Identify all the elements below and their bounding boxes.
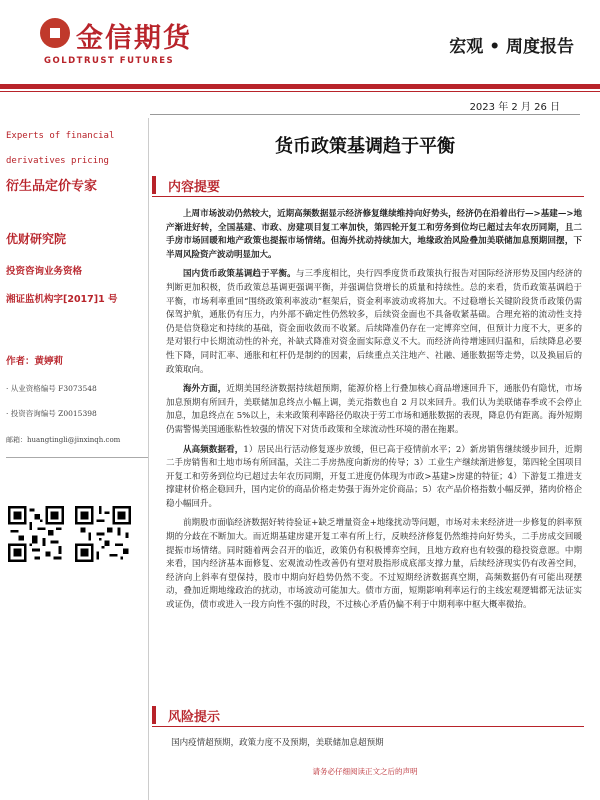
author: 作者：黄婷莉 bbox=[6, 356, 64, 367]
sidebar-english-line-2: derivatives pricing bbox=[6, 156, 109, 166]
summary-paragraph-4 bbox=[166, 444, 582, 512]
report-date: 2023 年 2 月 26 日 bbox=[469, 102, 560, 113]
qr-code-icon bbox=[75, 506, 131, 562]
summary-paragraph-3 bbox=[166, 383, 582, 437]
paragraph-4-text: 1）居民出行活动修复逐步放缓，但已高于疫情前水平；2）新房销售继续缓步回升，近期二手房销售和土地市场有所回温，关注二手房热度向新房的传导；3）工业生产继续渐进修复，第四轮全国项目开复工和劳务到位均已超过去年农历同期，开复工进度仍体现为市政>基建>房建的特征；4）下游复工推进支撑建材价格企稳回升，国内定价的商品价格走势强于海外定价商品；5）农产品价格指数小幅反弹，猪肉价格企稳小幅回升。 bbox=[166, 444, 582, 509]
paragraph-3-text: 近期美国经济数据持续超预期，能源价格上行叠加核心商品增速回升下，通胀仍有隐忧，市场加息预期有所回升，美联储加息终点小幅上调，美元指数也自 2 月以来回升。我们认为美联储春季或不会停止加息，加息终点在 5%以上，未来政策利率路径仍取决于劳工市场和通胀数据的表现，降息仍有距离。海外短期仍需警惕美国通胀粘性较强的情况下对货币政策和全球流动性环境的潜在拖累。 bbox=[166, 384, 582, 435]
summary-paragraph-2 bbox=[166, 268, 582, 377]
risk-heading: 风险提示 bbox=[168, 710, 221, 725]
sidebar-divider bbox=[6, 457, 148, 458]
summary-section-header bbox=[152, 176, 584, 198]
qualification: 投资咨询业务资格 bbox=[6, 266, 83, 277]
sidebar-tagline: 衍生品定价专家 bbox=[6, 179, 98, 194]
summary-paragraph-5 bbox=[166, 517, 582, 612]
paragraph-4-lead: 从高频数据看， bbox=[183, 444, 244, 455]
header-divider bbox=[0, 84, 600, 89]
certificate-number-2: · 投资咨询编号 Z0015398 bbox=[6, 409, 97, 418]
section-underline bbox=[152, 196, 584, 197]
author-email: 邮箱：huangtingli@jinxinqh.com bbox=[6, 436, 121, 444]
paragraph-1-text: 上周市场波动仍然较大，近期高频数据显示经济修复继续维持向好势头，经济仍在沿着出行—>基建—>地产渐进好转，全国基建、市政、房建项目复工率加快，第四轮开复工和劳务到位均已超过去年农历同期，且二手房市场回暖和地产政策也提振市场情绪。但海外扰动持续加大，地缘政治风险叠加美联储加息预期回摆，下半周风险资产波动明显加大。 bbox=[166, 209, 582, 260]
paragraph-3-lead: 海外方面， bbox=[183, 384, 227, 395]
risk-body bbox=[166, 737, 582, 751]
sidebar-divider-vertical bbox=[148, 118, 149, 800]
section-underline bbox=[152, 726, 584, 727]
coin-logo-icon bbox=[40, 18, 70, 48]
qr-code-icon bbox=[8, 506, 64, 562]
date-divider bbox=[150, 114, 580, 115]
disclaimer-footer: 请务必仔细阅读正文之后的声明 bbox=[312, 767, 418, 776]
summary-paragraph-1 bbox=[166, 208, 582, 262]
summary-body bbox=[166, 208, 582, 613]
report-type: 宏观 • 周度报告 bbox=[449, 37, 574, 57]
company-logo bbox=[40, 14, 210, 70]
section-marker bbox=[152, 176, 156, 194]
license-number: 湘证监机构字[2017]1 号 bbox=[6, 294, 118, 305]
certificate-number-1: · 从业资格编号 F3073548 bbox=[6, 384, 97, 393]
paragraph-2-lead: 国内货币政策基调趋于平衡。 bbox=[183, 269, 296, 280]
sidebar bbox=[6, 124, 144, 458]
qr-codes bbox=[8, 506, 137, 562]
paragraph-5-text: 前期股市面临经济数据好转待验证+缺乏增量资金+地缘扰动等问题，市场对未来经济进一步修复的斜率预期的分歧在不断加大。而近期基建房建开复工率有所上行，反映经济修复仍然维持向好势头，二手房成交回暖提振市场情绪。同时随着两会召开的临近，政策仍有积极博弈空间，且地方政府也有较强的稳投资意愿。中期来看，国内经济基本面修复、宏观流动性改善仍有望对股指形成底部支撑力量，后续经济现实仍有改善空间，经济向上斜率有望保持，股市中期向好趋势仍然不变。不过短期经济数据真空期，高频数据仍有可能出现摆动，叠加近期地缘政治的扰动，市场波动可能加大。债市方面，短期影响利率运行的主线宏观逻辑都无法证实或证伪，债市或进入一段方向性不强的时段，不过核心矛盾仍偏不利于中期利率中枢大概率微抬。 bbox=[166, 518, 582, 611]
research-institute: 优财研究院 bbox=[6, 232, 67, 246]
summary-heading: 内容提要 bbox=[168, 180, 221, 195]
paragraph-2-text: 与三季度相比，央行四季度货币政策执行报告对国际经济形势及国内经济的判断更加积极，货币政策总基调更强调平衡，并强调信贷增长的质量和持续性。总的来看，货币政策基调趋于平衡，市场利率重回“围绕政策利率波动”框架后，资金利率波动或将加大。不过稳增长关键阶段货币政策仍需保驾护航，通胀仍有压力，内外部不确定性仍然较多，后续资金面也不具备收紧基础。合理充裕的流动性支持仍是信贷稳定和持续的基础，资金面收敛而不收紧。后续降准仍存在一定博弈空间，但预计力度不大，更多的是对银行中长期流动性的补充，补缺式降准对资金面实际意义不大。而经济尚待增速回归温和，后续降息必要性下降，同时汇率、通胀和杠杆仍是制约的因素，后续重点关注地产、社融、通胀数据等走势，以及换届后的政策取向。 bbox=[166, 269, 582, 375]
logo-chinese-name: 金信期货 bbox=[76, 23, 192, 54]
risk-text: 国内疫情超预期，政策力度不及预期，美联储加息超预期 bbox=[171, 738, 384, 748]
section-marker bbox=[152, 706, 156, 724]
sidebar-english-line-1: Experts of financial bbox=[6, 131, 115, 141]
logo-english-name: GOLDTRUST FUTURES bbox=[44, 56, 175, 66]
report-title: 货币政策基调趋于平衡 bbox=[275, 136, 455, 157]
header-divider-thin bbox=[0, 91, 600, 92]
risk-section-header bbox=[152, 706, 584, 728]
